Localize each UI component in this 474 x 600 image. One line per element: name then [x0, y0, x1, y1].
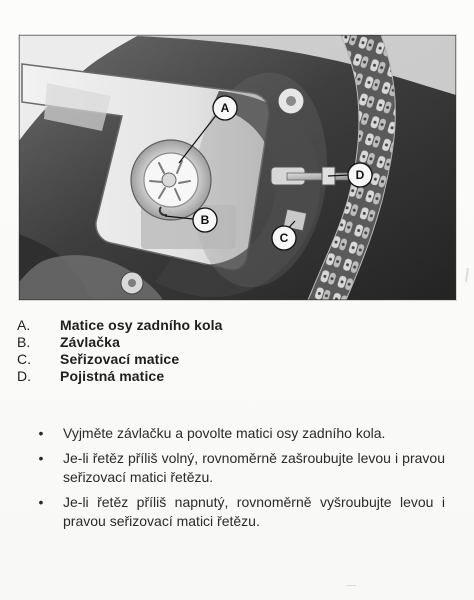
- instruction-item: [35, 424, 445, 443]
- legend-item-d: [17, 368, 377, 385]
- callout-letter-b: B: [200, 213, 210, 227]
- page-mark: [346, 585, 356, 586]
- figure-legend: [17, 317, 377, 385]
- callout-letter-c: C: [279, 231, 289, 245]
- instruction-text: Je-li řetěz příliš napnutý, rovnoměrně vyšroubujte levou i pravou seřizovací matici řetězu.: [63, 494, 445, 529]
- legend-text-a: Matice osy zadního kola: [60, 317, 223, 333]
- instruction-item: [35, 493, 445, 531]
- legend-item-b: [17, 334, 377, 351]
- instruction-item: [35, 449, 445, 487]
- instruction-text: Je-li řetěz příliš volný, rovnoměrně zašroubujte levou i pravou seřizovací matici řetězu.: [63, 450, 445, 485]
- legend-key-d: D.: [17, 368, 31, 384]
- axle-center: [162, 173, 176, 187]
- lower-bolt-center: [128, 279, 136, 287]
- legend-key-a: A.: [17, 317, 31, 333]
- legend-item-c: [17, 351, 377, 368]
- legend-text-b: Závlačka: [60, 334, 120, 350]
- legend-key-b: B.: [17, 334, 31, 350]
- legend-item-a: [17, 317, 377, 334]
- bullet-mark: •: [38, 450, 44, 466]
- chain-adjustment-illustration: [19, 35, 456, 300]
- instruction-text: Vyjměte závlačku a povolte matici osy zadního kola.: [63, 425, 386, 441]
- instruction-list: [35, 424, 445, 537]
- legend-text-c: Seřizovací matice: [60, 351, 180, 367]
- callout-letter-a: A: [220, 101, 230, 115]
- bullet-mark: •: [38, 425, 44, 441]
- upper-bolt-center: [286, 96, 296, 106]
- legend-key-c: C.: [17, 351, 31, 367]
- callout-letter-d: D: [355, 168, 365, 182]
- margin-mark: [465, 268, 469, 282]
- chain-adjustment-photo: [19, 35, 456, 300]
- legend-text-d: Pojistná matice: [60, 368, 165, 384]
- bullet-mark: •: [38, 494, 44, 510]
